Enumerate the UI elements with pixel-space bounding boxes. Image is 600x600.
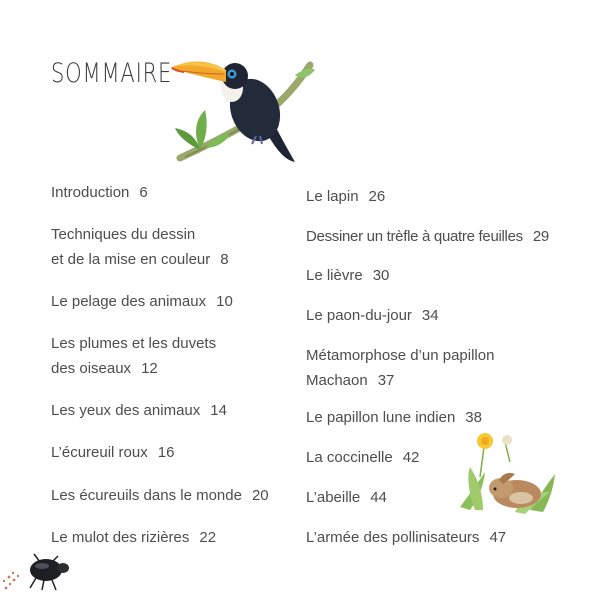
toc-entry[interactable] — [51, 525, 216, 550]
toc-entry-title: Les yeux des animaux — [51, 402, 201, 419]
toc-entry[interactable] — [51, 331, 216, 381]
toc-entry[interactable] — [51, 483, 269, 508]
toc-entry-page: 44 — [370, 489, 387, 506]
toc-entry-page: 20 — [251, 487, 269, 504]
toc-entry[interactable] — [51, 398, 227, 423]
toc-entry-title: L’armée des pollinisateurs — [306, 529, 480, 546]
beetle-illustration-icon — [0, 548, 75, 593]
page-title: SOMMAIRE — [51, 58, 173, 89]
toc-entry-page: 6 — [139, 184, 148, 201]
toc-entry-title: Introduction — [51, 184, 130, 201]
toc-entry[interactable] — [306, 343, 494, 393]
toc-entry[interactable] — [306, 525, 506, 550]
toc-entry[interactable] — [51, 440, 174, 465]
toc-entry-page: 12 — [141, 360, 158, 377]
toc-entry-title: Le pelage des animaux — [51, 293, 207, 310]
toc-entry-title: Métamorphose d’un papillon — [306, 347, 495, 364]
toc-entry[interactable] — [306, 445, 419, 470]
toc-entry-page: 37 — [377, 372, 395, 389]
toc-entry-title: Le lapin — [306, 188, 359, 205]
toc-entry[interactable] — [51, 180, 148, 205]
toc-entry-title-line2: et de la mise en couleur — [51, 251, 211, 268]
toc-entry-title-line2: des oiseaux — [51, 360, 132, 377]
toc-entry-page: 42 — [402, 449, 420, 466]
toucan-illustration-icon — [160, 40, 320, 170]
toc-entry-title: Techniques du dessin — [51, 226, 196, 243]
toc-entry-page: 8 — [220, 251, 229, 268]
toc-entry[interactable] — [306, 263, 389, 288]
rabbit-dandelion-illustration-icon — [455, 432, 565, 517]
toc-entry-page: 16 — [157, 444, 175, 461]
toc-entry-title: Le mulot des rizières — [51, 529, 190, 546]
toc-entry-title: La coccinelle — [306, 449, 393, 466]
toc-entry-page: 30 — [372, 267, 390, 284]
toc-entry[interactable] — [306, 405, 482, 430]
toc-entry-title: Dessiner un trèfle à quatre feuilles — [306, 228, 523, 245]
toc-entry-title: Le lièvre — [306, 267, 363, 284]
toc-entry[interactable] — [306, 184, 385, 209]
toc-entry[interactable] — [306, 224, 549, 249]
toc-entry-page: 29 — [532, 228, 549, 245]
toc-entry-title: Le paon-du-jour — [306, 307, 412, 324]
toc-entry-page: 26 — [368, 188, 386, 205]
toc-entry-title: Les écureuils dans le monde — [51, 487, 242, 504]
toc-entry[interactable] — [306, 485, 387, 510]
toc-entry-page: 14 — [210, 402, 227, 419]
toc-entry[interactable] — [306, 303, 439, 328]
toc-entry[interactable] — [51, 289, 233, 314]
toc-entry-title: Les plumes et les duvets — [51, 335, 217, 352]
toc-entry-title: Le papillon lune indien — [306, 409, 456, 426]
toc-entry-title: L’abeille — [306, 489, 361, 506]
toc-entry-page: 34 — [421, 307, 439, 324]
toc-entry-page: 47 — [489, 529, 507, 546]
toc-entry-title: L’écureuil roux — [51, 444, 148, 461]
toc-entry-title-line2: Machaon — [306, 372, 368, 389]
toc-entry-page: 10 — [216, 293, 233, 310]
toc-entry-page: 22 — [199, 529, 217, 546]
toc-entry[interactable] — [51, 222, 229, 272]
toc-entry-page: 38 — [465, 409, 482, 426]
